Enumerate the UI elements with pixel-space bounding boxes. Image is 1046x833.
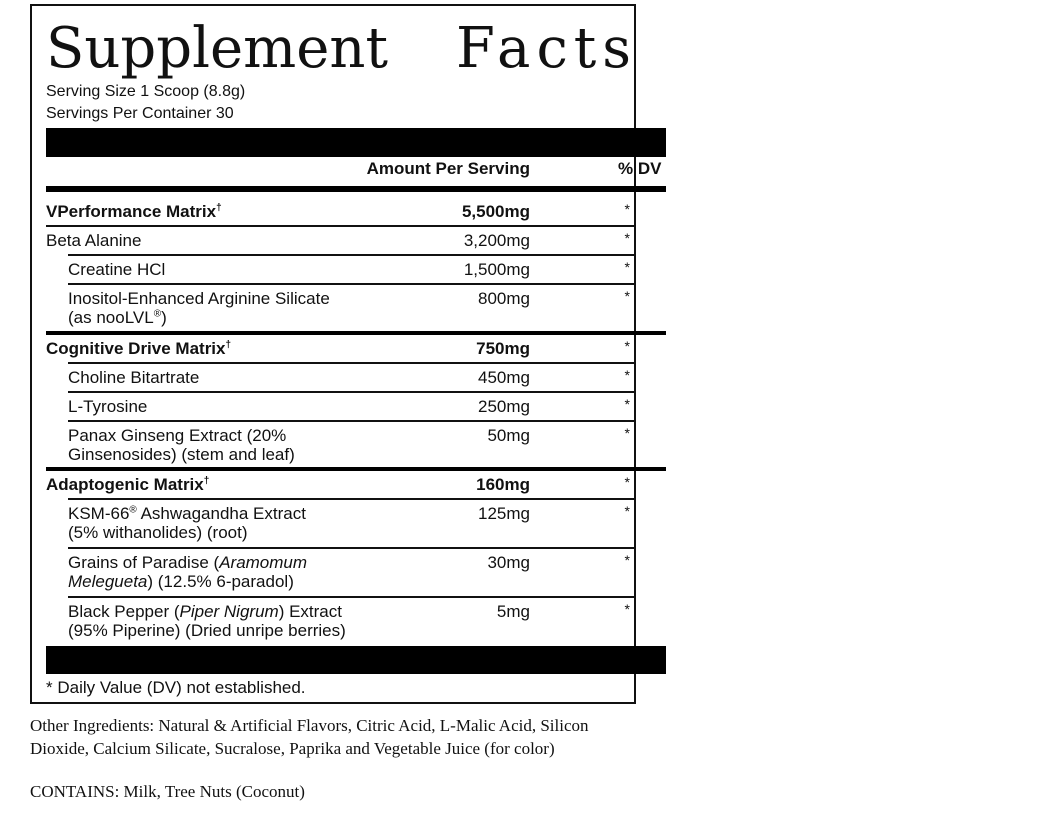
row-inositol-amount: 800mg [478, 289, 530, 308]
row-divider [68, 283, 634, 285]
amount-per-serving-header: Amount Per Serving [366, 159, 530, 178]
servings-per-container: Servings Per Container 30 [46, 105, 234, 122]
row-adaptogenic-matrix-dv: * [624, 474, 630, 490]
row-inositol-dv: * [624, 288, 630, 304]
row-black-pepper-amount: 5mg [496, 602, 530, 621]
row-cognitive-drive-matrix-dv: * [624, 338, 630, 354]
row-l-tyrosine-dv: * [624, 396, 630, 412]
row-adaptogenic-matrix-name: Adaptogenic Matrix† [46, 475, 210, 494]
row-black-pepper-name: Black Pepper (Piper Nigrum) Extract (95% Piperine) (Dried unripe berries) [68, 602, 346, 640]
row-adaptogenic-matrix-amount: 160mg [476, 475, 530, 494]
row-beta-alanine-amount: 3,200mg [463, 231, 530, 250]
row-creatine-hcl-amount: 1,500mg [463, 260, 530, 279]
supplement-facts-panel [30, 4, 662, 704]
daily-value-footnote: * Daily Value (DV) not established. [46, 678, 306, 697]
row-divider [68, 420, 634, 422]
header-bar [46, 128, 666, 157]
row-choline-bitartrate-name: Choline Bitartrate [68, 368, 200, 387]
row-divider [68, 391, 634, 393]
row-divider [68, 362, 634, 364]
row-grains-of-paradise-dv: * [624, 552, 630, 568]
panel-title [46, 16, 1046, 82]
row-divider [68, 596, 634, 598]
title-part1: Supplement [46, 16, 388, 81]
row-divider [68, 498, 634, 500]
title-part2: Facts [456, 16, 638, 81]
other-ingredients-line1: Other Ingredients: Natural & Artificial Flavors, Citric Acid, L-Malic Acid, Silicon [30, 716, 589, 735]
row-creatine-hcl-dv: * [624, 259, 630, 275]
row-panax-ginseng-dv: * [624, 425, 630, 441]
row-vperformance-matrix-amount: 5,500mg [461, 202, 530, 221]
footer-bar [46, 646, 666, 674]
row-cognitive-drive-matrix-amount: 750mg [476, 339, 530, 358]
row-choline-bitartrate-dv: * [624, 367, 630, 383]
row-divider [68, 254, 634, 256]
row-inositol-name: Inositol-Enhanced Arginine Silicate (as nooLVL®) [68, 289, 330, 327]
row-vperformance-matrix-name: VPerformance Matrix† [46, 202, 222, 221]
section-divider [46, 331, 666, 335]
row-divider [46, 225, 634, 227]
row-beta-alanine-dv: * [624, 230, 630, 246]
row-creatine-hcl-name: Creatine HCl [68, 260, 166, 279]
row-choline-bitartrate-amount: 450mg [478, 368, 530, 387]
dv-header: % DV [618, 159, 662, 178]
row-grains-of-paradise-name: Grains of Paradise (Aramomum Melegueta) (12.5% 6-paradol) [68, 553, 308, 591]
row-panax-ginseng-name: Panax Ginseng Extract (20% Ginsenosides) (stem and leaf) [68, 426, 295, 464]
other-ingredients-line2: Dioxide, Calcium Silicate, Sucralose, Paprika and Vegetable Juice (for color) [30, 739, 555, 758]
row-grains-of-paradise-amount: 30mg [487, 553, 530, 572]
allergen-statement: CONTAINS: Milk, Tree Nuts (Coconut) [30, 782, 305, 801]
row-ksm66-amount: 125mg [478, 504, 530, 523]
serving-size: Serving Size 1 Scoop (8.8g) [46, 83, 246, 100]
row-vperformance-matrix-dv: * [624, 201, 630, 217]
section-divider [46, 467, 666, 471]
row-l-tyrosine-amount: 250mg [478, 397, 530, 416]
row-ksm66-dv: * [624, 503, 630, 519]
row-ksm66-name: KSM-66® Ashwagandha Extract (5% withanolides) (root) [68, 504, 306, 542]
header-divider [46, 186, 666, 192]
row-l-tyrosine-name: L-Tyrosine [68, 397, 148, 416]
row-panax-ginseng-amount: 50mg [487, 426, 530, 445]
row-divider [68, 547, 634, 549]
row-black-pepper-dv: * [624, 601, 630, 617]
other-ingredients [30, 714, 670, 760]
row-beta-alanine-name: Beta Alanine [46, 231, 142, 250]
row-cognitive-drive-matrix-name: Cognitive Drive Matrix† [46, 339, 232, 358]
